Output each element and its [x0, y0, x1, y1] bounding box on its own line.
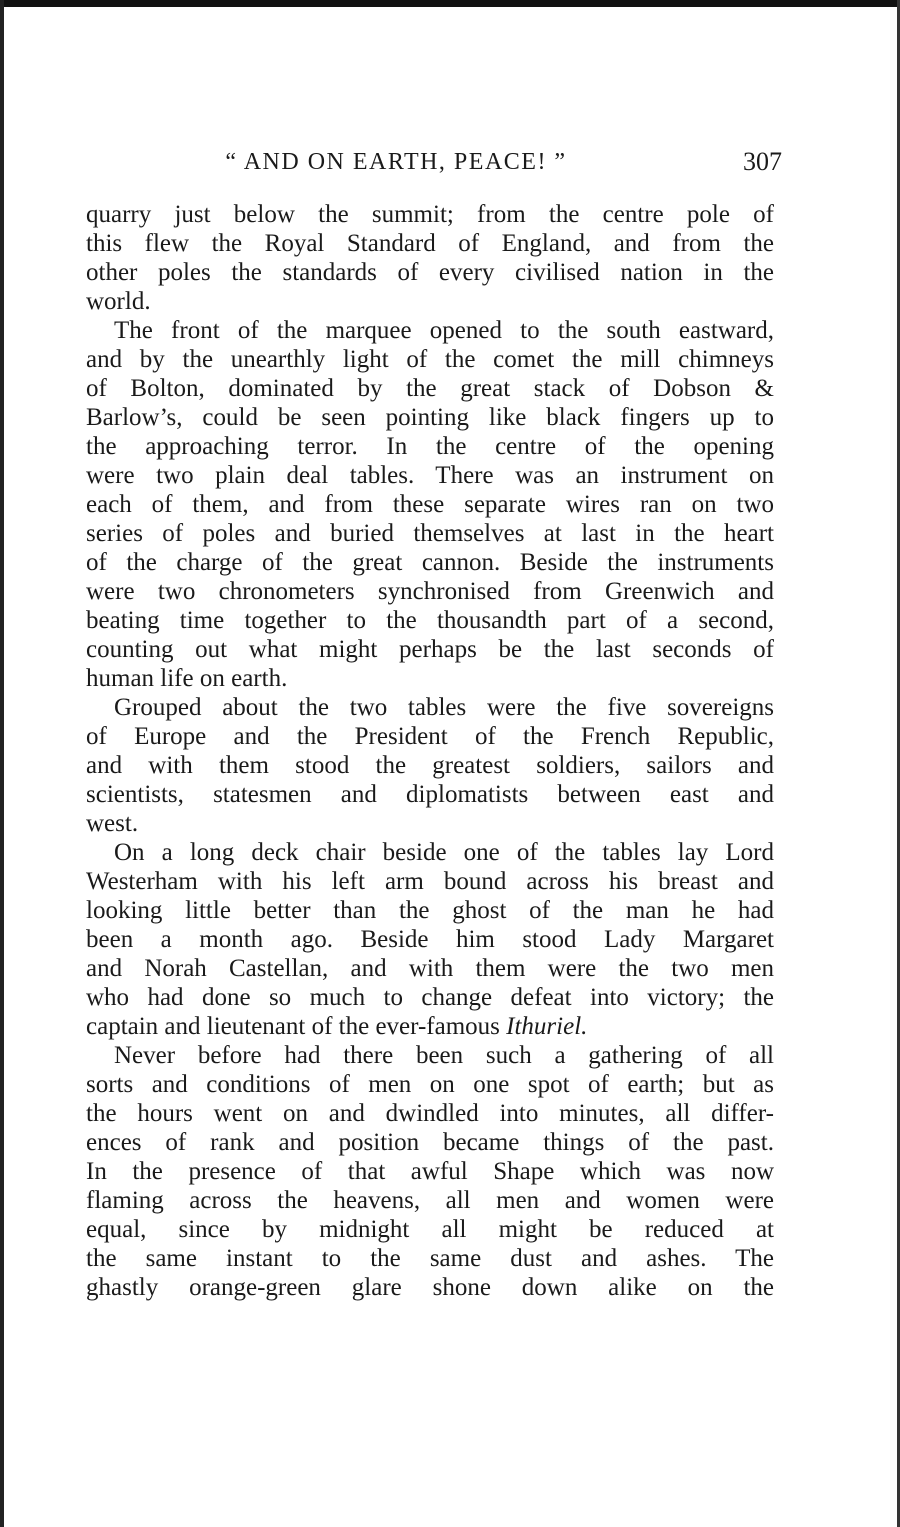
text-line: were two chronometers synchronised from Greenwich and	[86, 578, 774, 605]
text-line: Grouped about the two tables were the five sovereigns	[114, 694, 774, 721]
text-line: looking little better than the ghost of the man he had	[86, 897, 774, 924]
text-line: sorts and conditions of men on one spot of earth; but as	[86, 1071, 774, 1098]
text-line: ences of rank and position became things of the past.	[86, 1129, 774, 1156]
page-edge-top	[0, 0, 900, 7]
text-line: were two plain deal tables. There was an instrument on	[86, 462, 774, 489]
text-line: On a long deck chair beside one of the tables lay Lord	[114, 839, 774, 866]
text-line: the approaching terror. In the centre of the opening	[86, 433, 774, 460]
text-line: world.	[86, 288, 151, 315]
paragraph-3	[86, 693, 774, 838]
text-line: this flew the Royal Standard of England, and from the	[86, 230, 774, 257]
text-line	[86, 1012, 774, 1041]
text-line: and by the unearthly light of the comet the mill chimneys	[86, 346, 774, 373]
text-line: ghastly orange-green glare shone down alike on the	[86, 1274, 774, 1301]
text-line: and with them stood the greatest soldiers, sailors and	[86, 752, 774, 779]
text-line: who had done so much to change defeat into victory; the	[86, 984, 774, 1011]
running-head	[86, 145, 782, 179]
text-line: flaming across the heavens, all men and women were	[86, 1187, 774, 1214]
text-line: other poles the standards of every civilised nation in the	[86, 259, 774, 286]
text-line-prefix: captain and lieutenant of the ever-famous	[86, 1013, 507, 1040]
text-line: of the charge of the great cannon. Beside the instruments	[86, 549, 774, 576]
text-line: counting out what might perhaps be the last seconds of	[86, 636, 774, 663]
text-line: Never before had there been such a gathering of all	[114, 1042, 774, 1069]
text-line: the same instant to the same dust and ashes. The	[86, 1245, 774, 1272]
text-line: equal, since by midnight all might be reduced at	[86, 1216, 774, 1243]
text-line: the hours went on and dwindled into minutes, all differ-	[86, 1100, 774, 1127]
text-line: Westerham with his left arm bound across his breast and	[86, 868, 774, 895]
page-number: 307	[743, 147, 782, 176]
ship-name: Ithuriel.	[506, 1013, 588, 1040]
text-line: west.	[86, 810, 139, 837]
page-edge-left	[0, 0, 4, 1527]
paragraph-1	[86, 200, 774, 316]
body-text	[86, 200, 774, 1302]
text-line: each of them, and from these separate wires ran on two	[86, 491, 774, 518]
paragraph-4	[86, 838, 774, 1041]
text-line: beating time together to the thousandth part of a second,	[86, 607, 774, 634]
text-line: and Norah Castellan, and with them were the two men	[86, 955, 774, 982]
paragraph-5	[86, 1041, 774, 1302]
text-line: The front of the marquee opened to the south eastward,	[114, 317, 774, 344]
text-line: scientists, statesmen and diplomatists between east and	[86, 781, 774, 808]
text-line: Barlow’s, could be seen pointing like black fingers up to	[86, 404, 774, 431]
text-line: of Bolton, dominated by the great stack of Dobson &	[86, 375, 774, 402]
text-line: human life on earth.	[86, 665, 288, 692]
text-line: series of poles and buried themselves at last in the heart	[86, 520, 774, 547]
text-line: of Europe and the President of the French Republic,	[86, 723, 774, 750]
text-line: been a month ago. Beside him stood Lady Margaret	[86, 926, 774, 953]
text-line: In the presence of that awful Shape which was now	[86, 1158, 774, 1185]
text-line: quarry just below the summit; from the centre pole of	[86, 201, 774, 228]
paragraph-2	[86, 316, 774, 693]
running-title: “ AND ON EARTH, PEACE! ”	[225, 149, 567, 175]
